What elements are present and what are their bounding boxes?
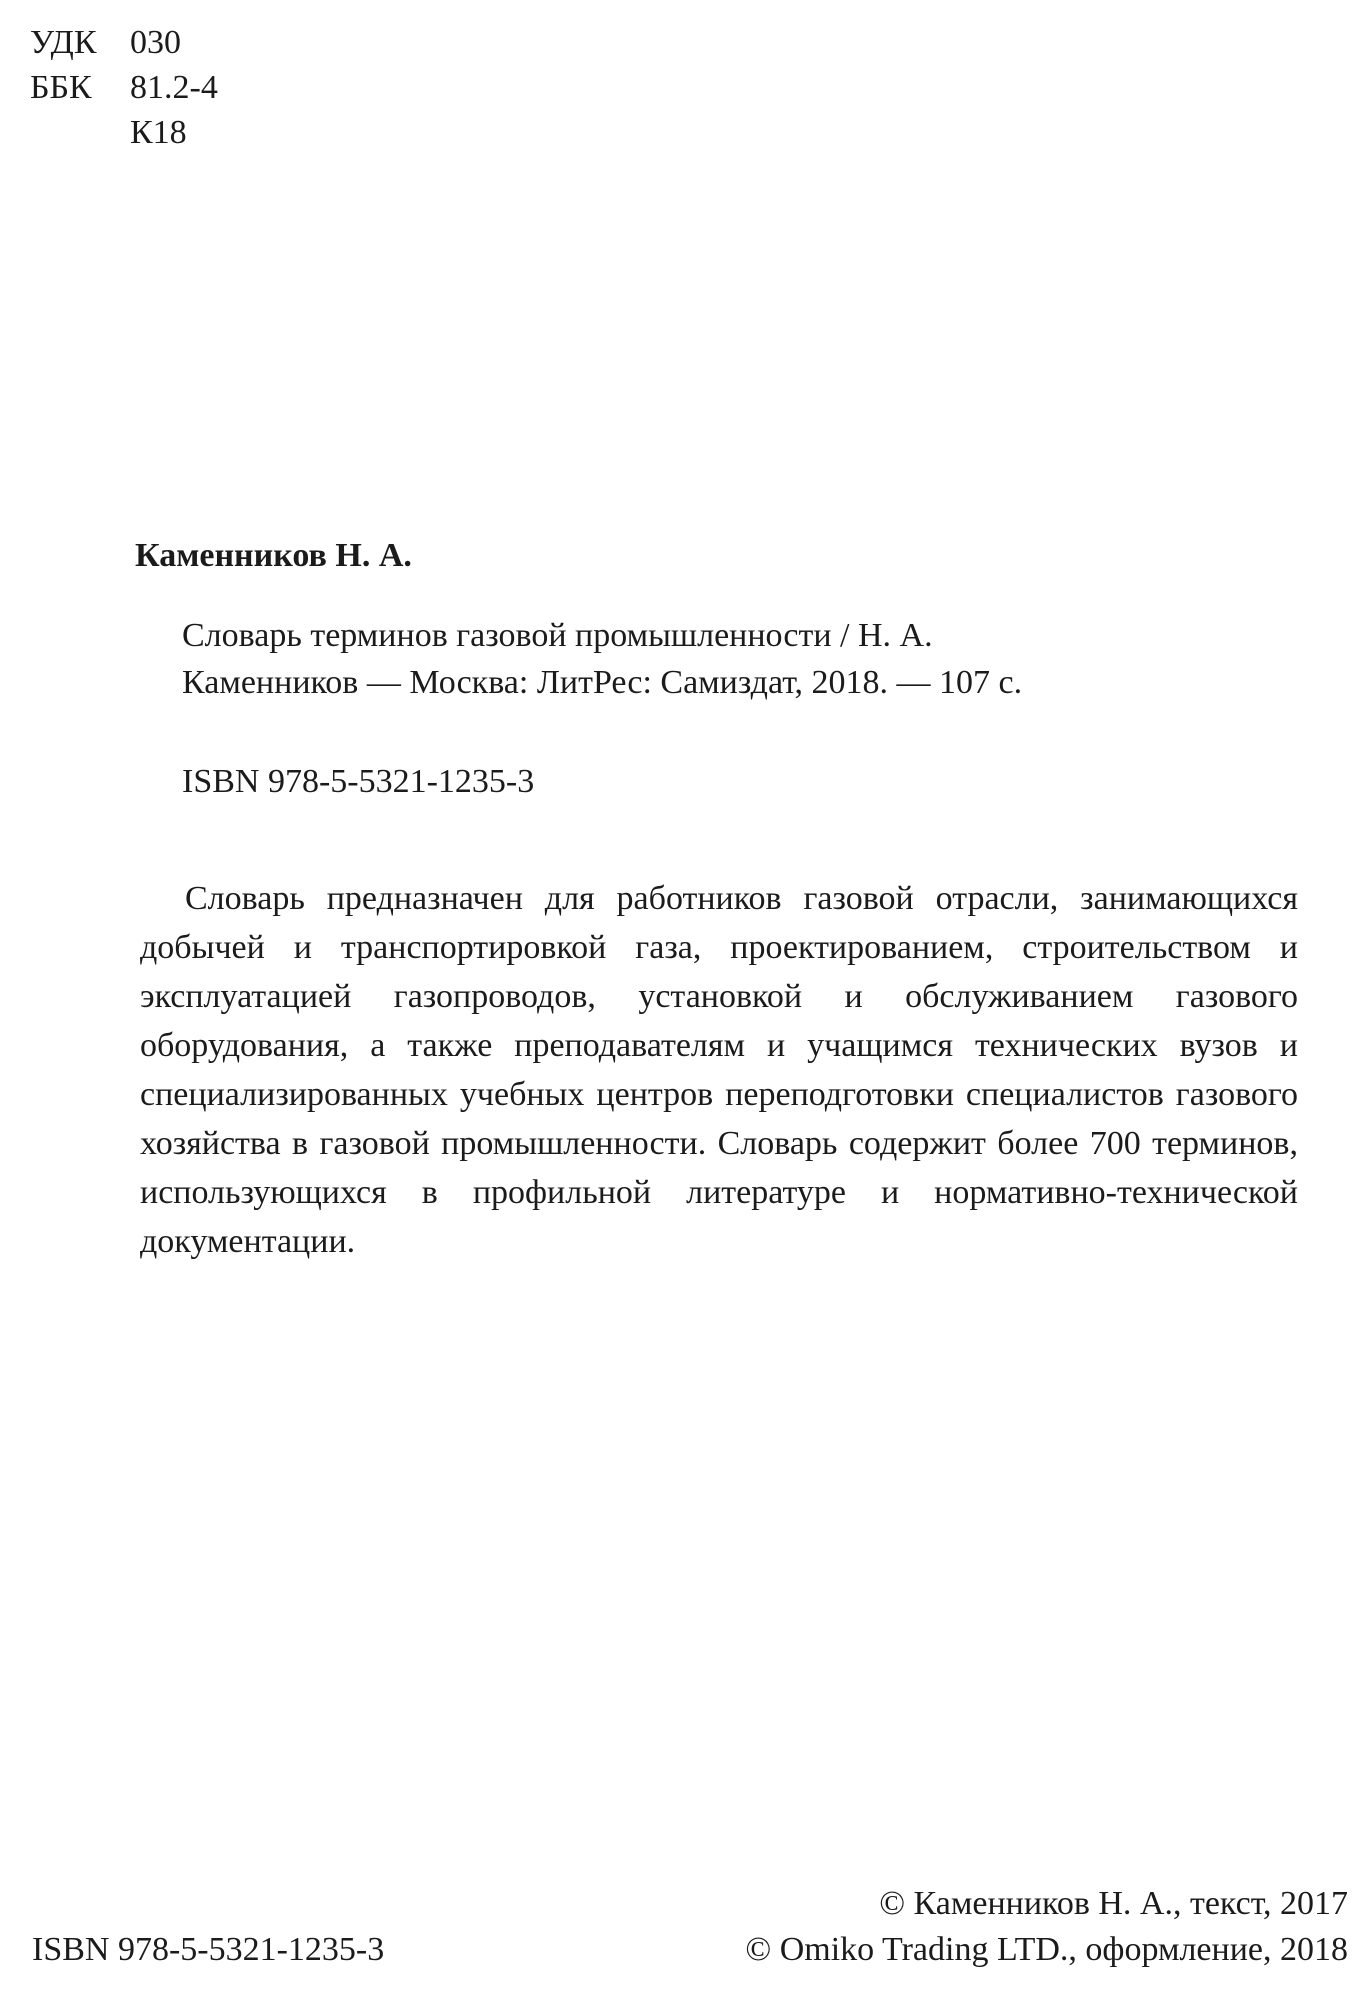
bib-line-2: Каменников — Москва: ЛитРес: Самиздат, 2018. — 107 с. [182, 664, 1023, 701]
bbk-value: 81.2-4 [130, 69, 218, 106]
bbk-label: ББК [30, 69, 92, 106]
classification-block [30, 20, 218, 155]
footer-isbn: ISBN 978-5-5321-1235-3 [32, 1931, 385, 1968]
udk-value: 030 [130, 24, 181, 61]
annotation-paragraph: Словарь предназначен для работников газовой отрасли, занимающихся добычей и транспортировкой газа, проектированием, строительством и эксплуатацией газопроводов, установкой и обслуживанием газового оборудования, а также преподавателям и учащимся технических вузов и специализированных учебных центров переподготовки специалистов газового хозяйства в газовой промышленности. Словарь содержит более 700 терминов, использующихся в профильной литературе и нормативно-технической документации. [140, 880, 1298, 1260]
isbn-line: ISBN 978-5-5321-1235-3 [182, 763, 535, 800]
copyright-text-line: © Каменников Н. А., текст, 2017 [879, 1885, 1348, 1922]
copyright-design-line: © Omiko Trading LTD., оформление, 2018 [745, 1931, 1348, 1968]
bibliographic-description [182, 612, 1022, 706]
author-code-spacer [30, 110, 130, 155]
bib-line-1: Словарь терминов газовой промышленности / Н. А. [182, 617, 933, 654]
author-heading: Каменников Н. А. [135, 537, 412, 574]
author-code: К18 [130, 114, 187, 151]
udk-label: УДК [30, 24, 97, 61]
